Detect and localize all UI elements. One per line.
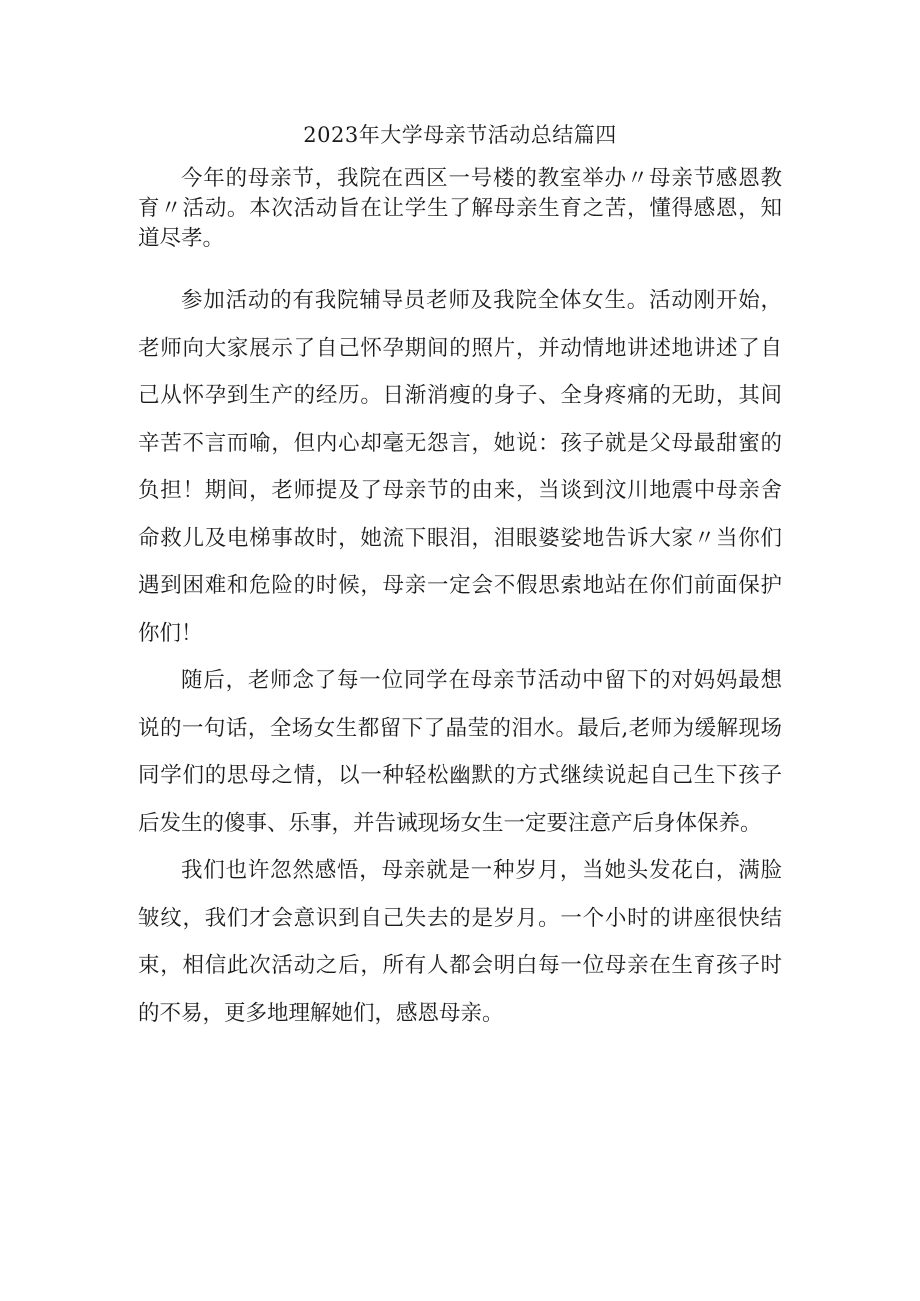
paragraph-1: 今年的母亲节，我院在西区一号楼的教室举办〃母亲节感恩教育〃活动。本次活动旨在让学生了解母亲生育之苦，懂得感恩，知道尽孝。 xyxy=(138,166,782,251)
paragraph-2: 参加活动的有我院辅导员老师及我院全体女生。活动刚开始，老师向大家展示了自己怀孕期间的照片，并动情地讲述地讲述了自己从怀孕到生产的经历。日渐消瘦的身子、全身疼痛的无助，其间辛苦不言而喻，但内心却毫无怨言，她说：孩子就是父母最甜蜜的负担！期间，老师提及了母亲节的由来，当谈到汶川地震中母亲舍命救儿及电梯事故时，她流下眼泪，泪眼婆娑地告诉大家〃当你们遇到困难和危险的时候，母亲一定会不假思索地站在你们前面保护你们！ xyxy=(138,288,782,646)
paragraph-4: 我们也许忽然感悟，母亲就是一种岁月，当她头发花白，满脸皱纹，我们才会意识到自己失去的是岁月。一个小时的讲座很快结束，相信此次活动之后，所有人都会明白每一位母亲在生育孩子时的不易，更多地理解她们，感恩母亲。 xyxy=(138,858,782,1026)
document-body xyxy=(138,164,782,1037)
document-title: 2023年大学母亲节活动总结篇四 xyxy=(303,123,617,147)
paragraph-3: 随后，老师念了每一位同学在母亲节活动中留下的对妈妈最想说的一句话，全场女生都留下了晶莹的泪水。最后,老师为缓解现场同学们的思母之情，以一种轻松幽默的方式继续说起自己生下孩子后发生的傻事、乐事，并告诫现场女生一定要注意产后身体保养。 xyxy=(138,668,782,836)
